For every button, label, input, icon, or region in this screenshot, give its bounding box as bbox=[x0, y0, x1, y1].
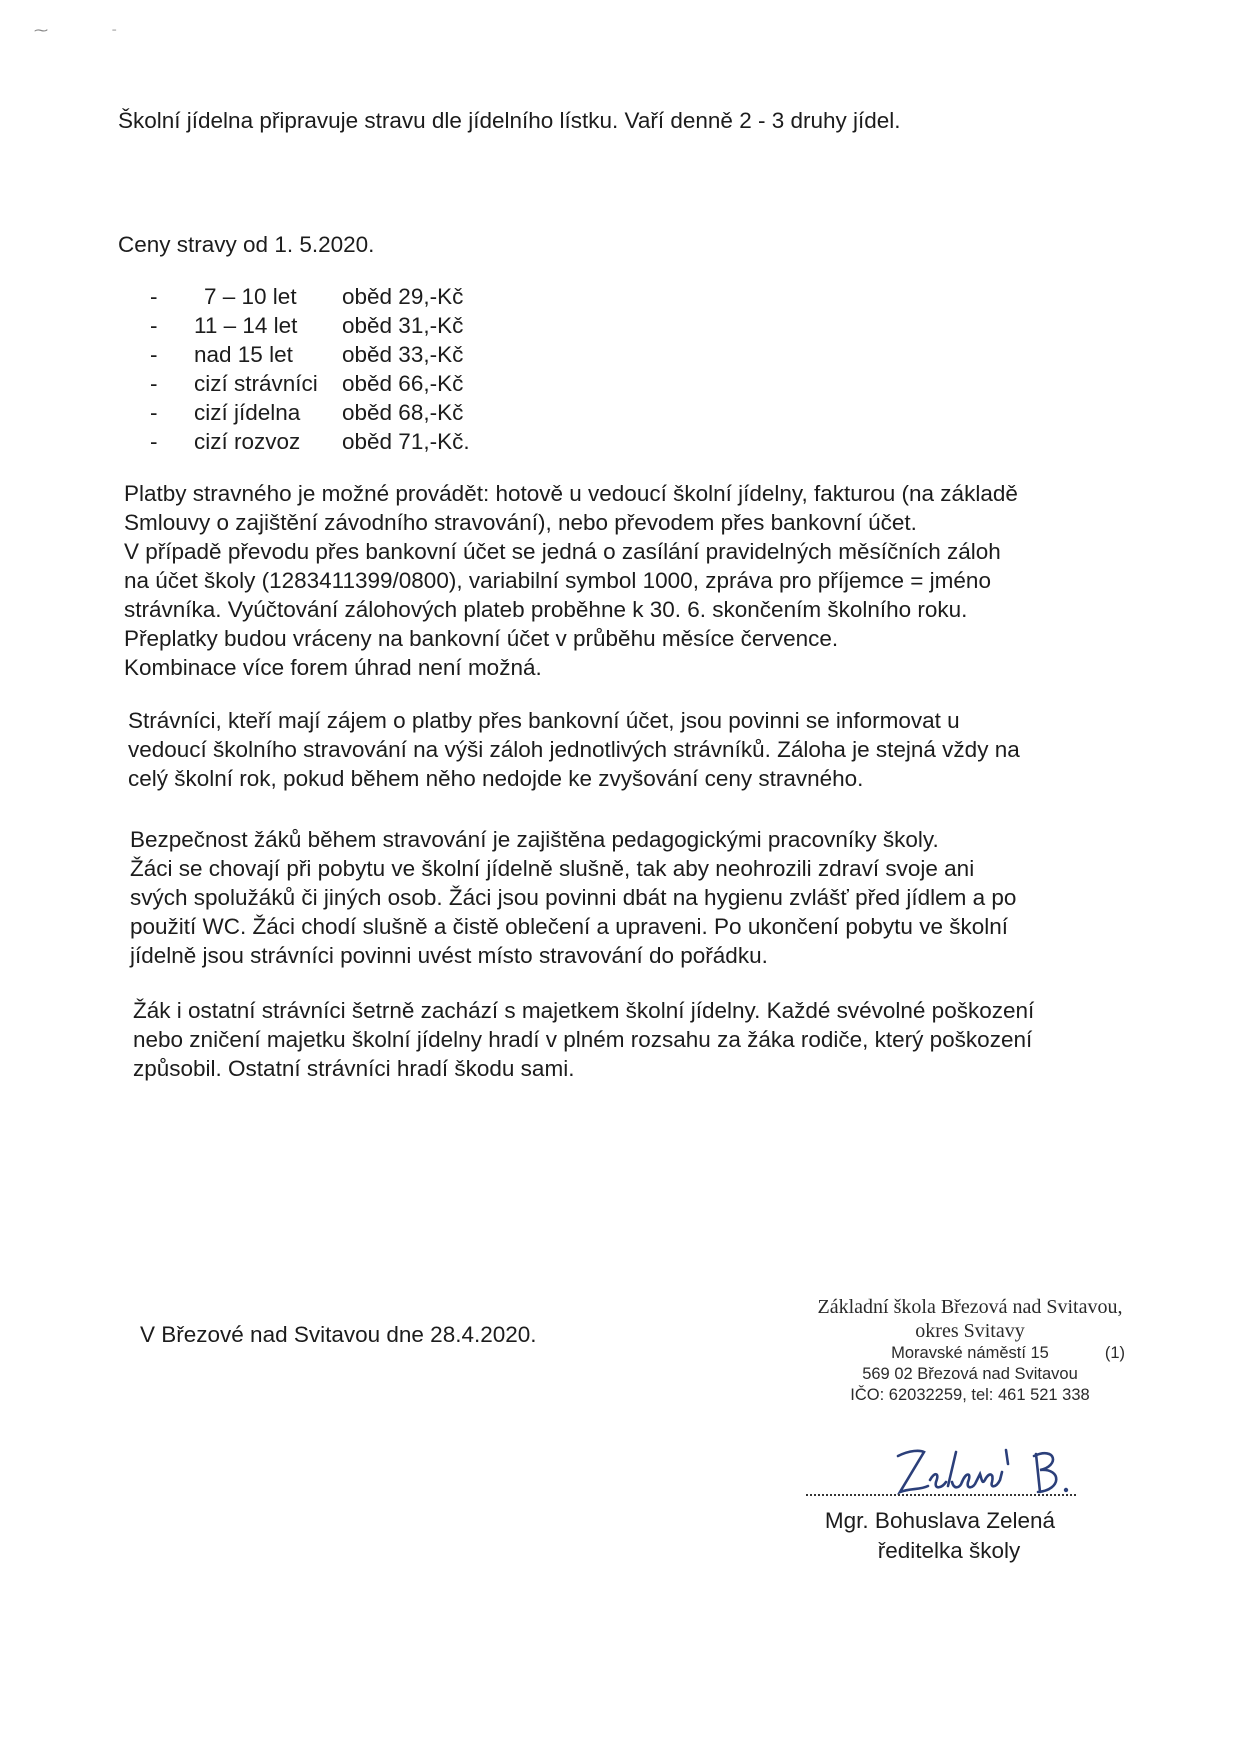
text-line: Strávníci, kteří mají zájem o platby přes bankovní účet, jsou povinni se informovat u bbox=[128, 708, 960, 733]
price: oběd 33,-Kč bbox=[342, 342, 464, 367]
school-stamp bbox=[795, 1295, 1145, 1406]
age-group: cizí strávníci bbox=[194, 371, 318, 396]
text-line: na účet školy (1283411399/0800), variabilní symbol 1000, zpráva pro příjemce = jméno bbox=[124, 568, 991, 593]
list-bullet: - bbox=[150, 429, 158, 454]
price-row bbox=[150, 340, 550, 369]
scan-artifact: ⁓ bbox=[34, 22, 48, 38]
text-line: Platby stravného je možné provádět: hotově u vedoucí školní jídelny, fakturou (na základě bbox=[124, 481, 1018, 506]
text-line: způsobil. Ostatní strávníci hradí škodu sami. bbox=[133, 1056, 575, 1081]
payments-paragraph bbox=[124, 479, 1134, 682]
text-line: jídelně jsou strávníci povinni uvést místo stravování do pořádku. bbox=[130, 943, 768, 968]
price-row bbox=[150, 282, 550, 311]
text-line: celý školní rok, pokud během něho nedojde ke zvyšování ceny stravného. bbox=[128, 766, 864, 791]
stamp-street: Moravské náměstí 15 bbox=[891, 1344, 1049, 1362]
price-row bbox=[150, 427, 550, 456]
age-group: 11 – 14 let bbox=[194, 313, 298, 338]
list-bullet: - bbox=[150, 371, 158, 396]
price-row bbox=[150, 311, 550, 340]
stamp-address-row bbox=[795, 1343, 1145, 1364]
price: oběd 71,-Kč. bbox=[342, 429, 470, 454]
age-group: cizí rozvoz bbox=[194, 429, 301, 454]
prices-title: Ceny stravy od 1. 5.2020. bbox=[118, 232, 375, 257]
list-bullet: - bbox=[150, 342, 158, 367]
signer-block bbox=[790, 1506, 1090, 1566]
age-group: cizí jídelna bbox=[194, 400, 301, 425]
list-bullet: - bbox=[150, 284, 158, 309]
price-row bbox=[150, 398, 550, 427]
text-line: nebo zničení majetku školní jídelny hradí v plném rozsahu za žáka rodiče, který poškození bbox=[133, 1027, 1033, 1052]
signature-line bbox=[806, 1494, 1076, 1496]
text-line: V případě převodu přes bankovní účet se jedná o zasílání pravidelných měsíčních záloh bbox=[124, 539, 1001, 564]
price: oběd 29,-Kč bbox=[342, 284, 464, 309]
bank-info-paragraph bbox=[128, 706, 1133, 793]
stamp-city: 569 02 Březová nad Svitavou bbox=[862, 1365, 1078, 1383]
price: oběd 31,-Kč bbox=[342, 313, 464, 338]
place-date: V Březové nad Svitavou dne 28.4.2020. bbox=[140, 1322, 537, 1347]
age-group: 7 – 10 let bbox=[204, 284, 297, 309]
text-line: použití WC. Žáci chodí slušně a čistě oblečení a upraveni. Po ukončení pobytu ve školní bbox=[130, 914, 1008, 939]
text-line: Žák i ostatní strávníci šetrně zachází s majetkem školní jídelny. Každé svévolné poškození bbox=[133, 998, 1035, 1023]
signer-title: ředitelka školy bbox=[877, 1538, 1021, 1563]
price-row bbox=[150, 369, 550, 398]
intro-paragraph: Školní jídelna připravuje stravu dle jídelního lístku. Vaří denně 2 - 3 druhy jídel. bbox=[118, 108, 901, 133]
handwritten-signature bbox=[890, 1442, 1090, 1502]
signer-name: Mgr. Bohuslava Zelená bbox=[824, 1508, 1056, 1533]
price-list bbox=[150, 282, 550, 456]
list-bullet: - bbox=[150, 313, 158, 338]
property-paragraph bbox=[133, 996, 1137, 1083]
age-group: nad 15 let bbox=[194, 342, 293, 367]
scan-artifact: ˉ bbox=[112, 26, 117, 42]
text-line: strávníka. Vyúčtování zálohových plateb proběhne k 30. 6. skončením školního roku. bbox=[124, 597, 968, 622]
price: oběd 66,-Kč bbox=[342, 371, 464, 396]
stamp-ico-tel: IČO: 62032259, tel: 461 521 338 bbox=[850, 1386, 1090, 1404]
stamp-district: okres Svitavy bbox=[915, 1320, 1025, 1342]
text-line: svých spolužáků či jiných osob. Žáci jsou povinni dbát na hygienu zvlášť před jídlem a po bbox=[130, 885, 1017, 910]
safety-paragraph bbox=[130, 825, 1136, 970]
text-line: Bezpečnost žáků během stravování je zajištěna pedagogickými pracovníky školy. bbox=[130, 827, 939, 852]
stamp-code: (1) bbox=[1104, 1344, 1125, 1362]
text-line: Smlouvy o zajištění závodního stravování), nebo převodem přes bankovní účet. bbox=[124, 510, 917, 535]
stamp-school-name: Základní škola Březová nad Svitavou, bbox=[817, 1296, 1123, 1318]
price: oběd 68,-Kč bbox=[342, 400, 464, 425]
list-bullet: - bbox=[150, 400, 158, 425]
text-line: Přeplatky budou vráceny na bankovní účet v průběhu měsíce července. bbox=[124, 626, 839, 651]
text-line: vedoucí školního stravování na výši záloh jednotlivých strávníků. Záloha je stejná vždy na bbox=[128, 737, 1020, 762]
text-line: Žáci se chovají při pobytu ve školní jídelně slušně, tak aby neohrozili zdraví svoje ani bbox=[130, 856, 975, 881]
text-line: Kombinace více forem úhrad není možná. bbox=[124, 655, 542, 680]
